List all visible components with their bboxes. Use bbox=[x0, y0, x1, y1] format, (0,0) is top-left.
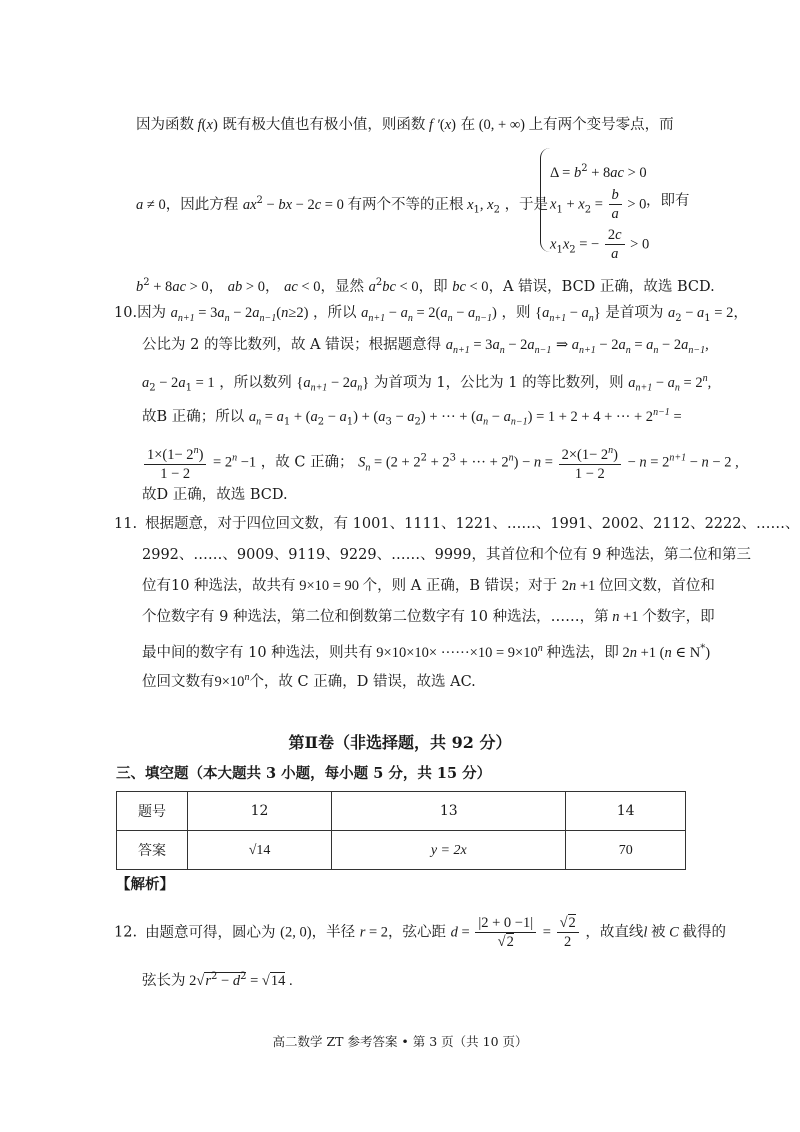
section-three-heading: 三、填空题（本大题共 3 小题，每小题 5 分，共 15 分） bbox=[116, 765, 492, 782]
q12-line-2: 弦长为 $2√r^2 - d^2 = √14$ . bbox=[142, 971, 293, 989]
header-cell: 题号 bbox=[117, 792, 188, 831]
q9-line-1: 因为函数 f(x) 既有极大值也有极小值，则函数 f ′(x) 在 (0, + ∞) 上有两个变号零点，而 bbox=[136, 117, 674, 133]
q11-line-1: 11. 根据题意，对于四位回文数，有 1001、1111、1221、……、1991、2002、2112、2222、……、 bbox=[114, 516, 800, 532]
table-answer-row bbox=[117, 831, 686, 870]
header-cell: 13 bbox=[332, 792, 566, 831]
answer-cell-14: 70 bbox=[566, 831, 686, 870]
q11-line-2: 2992、……、9009、9119、9229、……、9999，其首位和个位有 9 种选法，第二位和第三 bbox=[142, 547, 751, 563]
q11-line-5: 最中间的数字有 10 种选法，则共有 $9\times 10\times 10\times \cdot\cdot\cdot\cdot\cdot\cdot\times 10 = 9\times 10^n$ 种选法，即 2n +1 (n ∈ N*) bbox=[142, 643, 711, 661]
q9-line-2: a ≠ 0，因此方程 $ax^2$ − bx − 2c = 0 有两个不等的正根 $x_1$, $x_2$ ，于是 bbox=[136, 195, 549, 216]
q10-line-2: 公比为 2 的等比数列，故 A 错误；根据题意得 $a_{n+1} = 3a_n - 2a_{n-1}$ ⇒ $a_{n+1} - 2a_n = a_n - 2a_{n-1}$, bbox=[142, 337, 709, 356]
section-ii-heading: 第Ⅱ卷（非选择题，共 92 分） bbox=[288, 733, 512, 752]
q9-line-3: $b^2 + 8ac > 0$， ab > 0， ac < 0，显然 $a^2bc < 0$，即 bc < 0，A 错误，BCD 正确，故选 BCD. bbox=[136, 277, 715, 295]
header-cell: 14 bbox=[566, 792, 686, 831]
q11-line-6: 位回文数有$9\times 10^n$个，故 C 正确，D 错误，故选 AC. bbox=[142, 672, 476, 690]
system-line-2: $x_1 + x_2$ = $\frac{b}{a}$ > 0 bbox=[550, 187, 647, 222]
page-footer: 高二数学 ZT 参考答案 • 第 3 页（共 10 页） bbox=[272, 1034, 528, 1049]
q10-line-3: $a_2 - 2a_1 = 1$ ，所以数列 $\{a_{n+1} - 2a_n\}$ 为首项为 1，公比为 1 的等比数列，则 $a_{n+1} - a_n = 2^n$, bbox=[142, 373, 712, 394]
system-line-1: $\Delta = b^2 + 8ac > 0$ bbox=[550, 163, 647, 181]
answer-cell-12: √14 bbox=[188, 831, 332, 870]
table-header-row bbox=[117, 792, 686, 831]
answer-cell-13: y = 2x bbox=[332, 831, 566, 870]
header-cell: 12 bbox=[188, 792, 332, 831]
q9-line-2-end: ，即有 bbox=[646, 193, 690, 209]
q10-line-6: 故D 正确，故选 BCD. bbox=[142, 487, 288, 503]
q12-line-1: 12. 由题意可得，圆心为 (2, 0)，半径 r = 2，弦心距 d = $\frac{|2 + 0 -1|}{√2}$ = $\frac{√2}{2}$ ，故直线l 被 C 截得的 bbox=[114, 915, 726, 950]
q10-line-1: 10.因为 $a_{n+1} = 3a_n - 2a_{n-1}(n\ge 2)$ ，所以 $a_{n+1} - a_n = 2(a_n - a_{n-1})$ ，则 $\{a_{n+1} - a_n\}$ 是首项为 $a_2 - a_1 = 2$， bbox=[114, 305, 748, 324]
q11-line-4: 个位数字有 9 种选法，第二位和倒数第二位数字有 10 种选法，……，第 n +1 个数字，即 bbox=[142, 609, 715, 625]
q10-line-4: 故B 正确；所以 $a_n = a_1 + (a_2 - a_1) + (a_3 - a_2)$ + ··· + $(a_n - a_{n-1}) = 1 + 2 + 4$ + ··· + $2^{n-1}$ = bbox=[142, 407, 682, 428]
q10-line-5: $\frac{1\times(1- 2^n)}{1 - 2}$ = $2^n -1$ ，故 C 正确； $S_n = (2 + 2^2 + 2^3$ + ··· + $2^n) - n$ = $\frac{2\times(1- 2^n)}{1 - 2}$ − $n = 2^{n+1} - n - 2$ , bbox=[142, 442, 739, 483]
answer-table bbox=[116, 791, 686, 870]
analysis-label: 【解析】 bbox=[116, 876, 174, 893]
q11-line-3: 位有10 种选法，故共有 9×10 = 90 个，则 A 正确，B 错误；对于 2n +1 位回文数，首位和 bbox=[142, 578, 715, 594]
answer-label-cell: 答案 bbox=[117, 831, 188, 870]
system-line-3: $x_1x_2$ = − $\frac{2c}{a}$ > 0 bbox=[550, 227, 650, 262]
